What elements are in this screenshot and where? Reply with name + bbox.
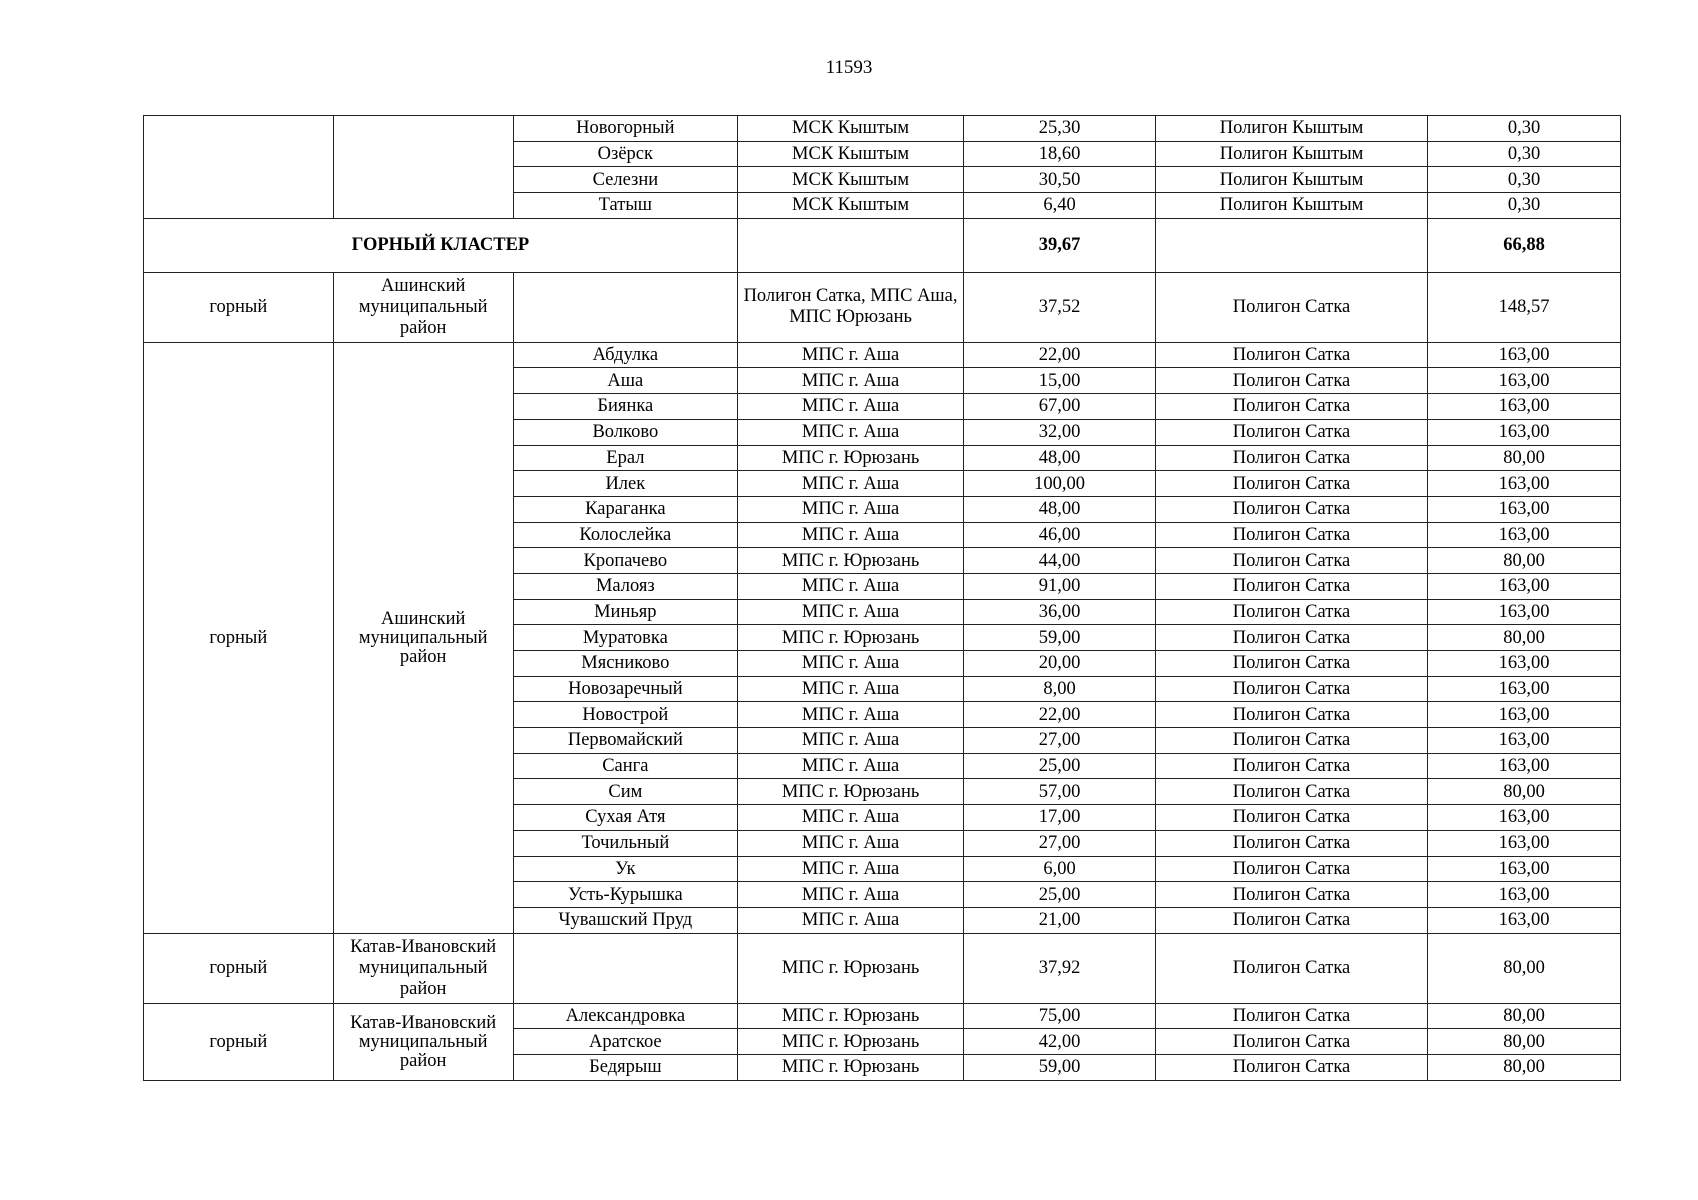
polygon-cell: Полигон Кыштым (1155, 141, 1427, 167)
district-cell: Катав-Ивановский муниципальный район (333, 933, 513, 1003)
locality-cell: Караганка (513, 496, 737, 522)
mps-cell: МПС г. Аша (737, 599, 963, 625)
polygon-cell: Полигон Сатка (1155, 496, 1427, 522)
cluster-cell: горный (144, 1003, 334, 1080)
locality-cell (513, 933, 737, 1003)
locality-cell: Первомайский (513, 728, 737, 754)
locality-cell: Бедярыш (513, 1054, 737, 1080)
locality-cell: Александровка (513, 1003, 737, 1029)
table-row (144, 116, 1621, 142)
polygon-cell: Полигон Сатка (1155, 651, 1427, 677)
page-number: 11593 (825, 57, 873, 78)
cluster-cell: горный (144, 933, 334, 1003)
distance-to-mps-cell: 48,00 (964, 496, 1156, 522)
polygon-cell: Полигон Сатка (1155, 676, 1427, 702)
mps-cell: МПС г. Аша (737, 728, 963, 754)
mps-cell: Полигон Сатка, МПС Аша, МПС Юрюзань (737, 272, 963, 342)
distance-to-mps-cell: 44,00 (964, 548, 1156, 574)
locality-cell: Муратовка (513, 625, 737, 651)
distance-to-mps-cell: 25,00 (964, 753, 1156, 779)
distance-to-mps-cell: 91,00 (964, 573, 1156, 599)
locality-cell: Усть-Курышка (513, 882, 737, 908)
district-cell: Катав-Ивановский муниципальный район (333, 1003, 513, 1080)
distance-to-polygon-cell: 163,00 (1428, 856, 1621, 882)
polygon-cell: Полигон Сатка (1155, 368, 1427, 394)
mps-cell: МПС г. Юрюзань (737, 1029, 963, 1055)
cluster-cell: горный (144, 342, 334, 933)
mps-cell: МПС г. Аша (737, 496, 963, 522)
locality-cell: Малояз (513, 573, 737, 599)
distance-to-mps-cell: 27,00 (964, 830, 1156, 856)
district-cell: Ашинский муниципальный район (333, 342, 513, 933)
locality-cell: Биянка (513, 394, 737, 420)
polygon-cell: Полигон Сатка (1155, 856, 1427, 882)
distance-to-polygon-cell: 80,00 (1428, 445, 1621, 471)
distance-to-mps-cell: 37,92 (964, 933, 1156, 1003)
distance-to-polygon-cell: 80,00 (1428, 933, 1621, 1003)
mps-cell: МПС г. Аша (737, 830, 963, 856)
distance-to-polygon-cell: 0,30 (1428, 141, 1621, 167)
locality-cell: Колослейка (513, 522, 737, 548)
polygon-cell: Полигон Сатка (1155, 419, 1427, 445)
mps-cell: МПС г. Юрюзань (737, 625, 963, 651)
locality-cell: Новогорный (513, 116, 737, 142)
distance-to-mps-cell: 59,00 (964, 1054, 1156, 1080)
locality-cell: Санга (513, 753, 737, 779)
mps-cell: МПС г. Аша (737, 753, 963, 779)
distance-to-mps-cell: 8,00 (964, 676, 1156, 702)
distance-to-polygon-cell: 80,00 (1428, 548, 1621, 574)
distance-to-polygon-cell: 148,57 (1428, 272, 1621, 342)
mps-cell: МПС г. Юрюзань (737, 1003, 963, 1029)
distance-to-mps-cell: 42,00 (964, 1029, 1156, 1055)
mps-cell: МПС г. Аша (737, 882, 963, 908)
mps-cell: МПС г. Юрюзань (737, 1054, 963, 1080)
distance-to-polygon-cell: 163,00 (1428, 830, 1621, 856)
distance-to-mps-cell: 36,00 (964, 599, 1156, 625)
locality-cell: Илек (513, 471, 737, 497)
distance-to-polygon-cell: 80,00 (1428, 779, 1621, 805)
distance-to-polygon-cell: 0,30 (1428, 193, 1621, 219)
distance-to-polygon-cell: 0,30 (1428, 167, 1621, 193)
locality-cell: Ерал (513, 445, 737, 471)
mps-cell: МПС г. Аша (737, 907, 963, 933)
distance-to-mps-cell: 15,00 (964, 368, 1156, 394)
distance-to-mps-cell: 18,60 (964, 141, 1156, 167)
table-row (144, 342, 1621, 368)
polygon-cell: Полигон Сатка (1155, 1054, 1427, 1080)
distance-to-polygon-cell: 163,00 (1428, 651, 1621, 677)
distance-to-mps-cell: 75,00 (964, 1003, 1156, 1029)
distance-to-polygon-cell: 163,00 (1428, 419, 1621, 445)
mps-cell: МПС г. Аша (737, 856, 963, 882)
distance-to-polygon-cell: 163,00 (1428, 702, 1621, 728)
cluster-distance-to-polygon: 66,88 (1428, 218, 1621, 272)
locality-cell: Новострой (513, 702, 737, 728)
distance-to-polygon-cell: 80,00 (1428, 1054, 1621, 1080)
distance-to-polygon-cell: 163,00 (1428, 599, 1621, 625)
distance-to-mps-cell: 6,40 (964, 193, 1156, 219)
cluster-title: ГОРНЫЙ КЛАСТЕР (144, 218, 738, 272)
distance-to-polygon-cell: 163,00 (1428, 728, 1621, 754)
distance-to-mps-cell: 27,00 (964, 728, 1156, 754)
locality-cell (513, 272, 737, 342)
distance-to-polygon-cell: 80,00 (1428, 1029, 1621, 1055)
polygon-cell: Полигон Сатка (1155, 1029, 1427, 1055)
polygon-cell: Полигон Сатка (1155, 272, 1427, 342)
distance-to-mps-cell: 46,00 (964, 522, 1156, 548)
distance-to-polygon-cell: 163,00 (1428, 496, 1621, 522)
distance-to-mps-cell: 32,00 (964, 419, 1156, 445)
mps-cell: МСК Кыштым (737, 193, 963, 219)
locality-cell: Сухая Атя (513, 805, 737, 831)
mps-cell: МСК Кыштым (737, 116, 963, 142)
locality-cell: Озёрск (513, 141, 737, 167)
mps-cell: МПС г. Аша (737, 368, 963, 394)
polygon-cell: Полигон Сатка (1155, 573, 1427, 599)
distance-to-polygon-cell: 163,00 (1428, 907, 1621, 933)
mps-cell: МПС г. Аша (737, 651, 963, 677)
distance-to-polygon-cell: 0,30 (1428, 116, 1621, 142)
locality-cell: Аша (513, 368, 737, 394)
polygon-cell: Полигон Сатка (1155, 702, 1427, 728)
locality-cell: Аратское (513, 1029, 737, 1055)
table-row (144, 933, 1621, 1003)
mps-cell: МПС г. Аша (737, 419, 963, 445)
distance-to-polygon-cell: 163,00 (1428, 676, 1621, 702)
polygon-cell: Полигон Сатка (1155, 1003, 1427, 1029)
cluster-cell (144, 116, 334, 219)
distance-to-polygon-cell: 163,00 (1428, 805, 1621, 831)
distance-to-mps-cell: 20,00 (964, 651, 1156, 677)
mps-cell: МПС г. Аша (737, 573, 963, 599)
polygon-cell: Полигон Кыштым (1155, 167, 1427, 193)
mps-cell: МСК Кыштым (737, 167, 963, 193)
polygon-cell: Полигон Сатка (1155, 805, 1427, 831)
locality-cell: Татыш (513, 193, 737, 219)
distance-to-polygon-cell: 163,00 (1428, 471, 1621, 497)
district-cell (333, 116, 513, 219)
distance-to-polygon-cell: 163,00 (1428, 753, 1621, 779)
polygon-cell: Полигон Сатка (1155, 625, 1427, 651)
mps-cell: МПС г. Юрюзань (737, 933, 963, 1003)
locality-cell: Абдулка (513, 342, 737, 368)
distance-to-mps-cell: 57,00 (964, 779, 1156, 805)
distance-to-mps-cell: 100,00 (964, 471, 1156, 497)
distance-to-polygon-cell: 163,00 (1428, 573, 1621, 599)
locality-cell: Волково (513, 419, 737, 445)
polygon-cell: Полигон Сатка (1155, 779, 1427, 805)
waste-logistics-table (143, 115, 1621, 1081)
mps-cell: МПС г. Аша (737, 471, 963, 497)
mps-cell: МСК Кыштым (737, 141, 963, 167)
cluster-empty-cell (737, 218, 963, 272)
distance-to-mps-cell: 22,00 (964, 342, 1156, 368)
polygon-cell: Полигон Сатка (1155, 394, 1427, 420)
locality-cell: Новозаречный (513, 676, 737, 702)
distance-to-mps-cell: 21,00 (964, 907, 1156, 933)
locality-cell: Селезни (513, 167, 737, 193)
mps-cell: МПС г. Аша (737, 805, 963, 831)
table-row (144, 218, 1621, 272)
distance-to-polygon-cell: 163,00 (1428, 342, 1621, 368)
polygon-cell: Полигон Сатка (1155, 445, 1427, 471)
mps-cell: МПС г. Аша (737, 342, 963, 368)
cluster-cell: горный (144, 272, 334, 342)
distance-to-mps-cell: 67,00 (964, 394, 1156, 420)
distance-to-mps-cell: 25,00 (964, 882, 1156, 908)
table-row (144, 272, 1621, 342)
distance-to-polygon-cell: 163,00 (1428, 522, 1621, 548)
polygon-cell: Полигон Сатка (1155, 548, 1427, 574)
polygon-cell: Полигон Сатка (1155, 522, 1427, 548)
table-row (144, 1003, 1621, 1029)
mps-cell: МПС г. Аша (737, 394, 963, 420)
distance-to-polygon-cell: 163,00 (1428, 882, 1621, 908)
polygon-cell: Полигон Сатка (1155, 342, 1427, 368)
distance-to-polygon-cell: 80,00 (1428, 1003, 1621, 1029)
mps-cell: МПС г. Юрюзань (737, 445, 963, 471)
distance-to-mps-cell: 30,50 (964, 167, 1156, 193)
distance-to-mps-cell: 48,00 (964, 445, 1156, 471)
polygon-cell: Полигон Сатка (1155, 728, 1427, 754)
polygon-cell: Полигон Сатка (1155, 471, 1427, 497)
distance-to-polygon-cell: 80,00 (1428, 625, 1621, 651)
distance-to-polygon-cell: 163,00 (1428, 394, 1621, 420)
polygon-cell: Полигон Сатка (1155, 599, 1427, 625)
distance-to-mps-cell: 6,00 (964, 856, 1156, 882)
distance-to-mps-cell: 17,00 (964, 805, 1156, 831)
mps-cell: МПС г. Аша (737, 702, 963, 728)
polygon-cell: Полигон Кыштым (1155, 193, 1427, 219)
locality-cell: Сим (513, 779, 737, 805)
distance-to-polygon-cell: 163,00 (1428, 368, 1621, 394)
mps-cell: МПС г. Аша (737, 522, 963, 548)
distance-to-mps-cell: 22,00 (964, 702, 1156, 728)
locality-cell: Ук (513, 856, 737, 882)
mps-cell: МПС г. Юрюзань (737, 779, 963, 805)
distance-to-mps-cell: 37,52 (964, 272, 1156, 342)
mps-cell: МПС г. Аша (737, 676, 963, 702)
locality-cell: Миньяр (513, 599, 737, 625)
polygon-cell: Полигон Сатка (1155, 882, 1427, 908)
cluster-empty-cell (1155, 218, 1427, 272)
polygon-cell: Полигон Сатка (1155, 933, 1427, 1003)
distance-to-mps-cell: 25,30 (964, 116, 1156, 142)
polygon-cell: Полигон Кыштым (1155, 116, 1427, 142)
polygon-cell: Полигон Сатка (1155, 830, 1427, 856)
locality-cell: Мясниково (513, 651, 737, 677)
polygon-cell: Полигон Сатка (1155, 907, 1427, 933)
cluster-distance-to-mps: 39,67 (964, 218, 1156, 272)
district-cell: Ашинский муниципальный район (333, 272, 513, 342)
mps-cell: МПС г. Юрюзань (737, 548, 963, 574)
distance-to-mps-cell: 59,00 (964, 625, 1156, 651)
locality-cell: Кропачево (513, 548, 737, 574)
locality-cell: Точильный (513, 830, 737, 856)
polygon-cell: Полигон Сатка (1155, 753, 1427, 779)
locality-cell: Чувашский Пруд (513, 907, 737, 933)
